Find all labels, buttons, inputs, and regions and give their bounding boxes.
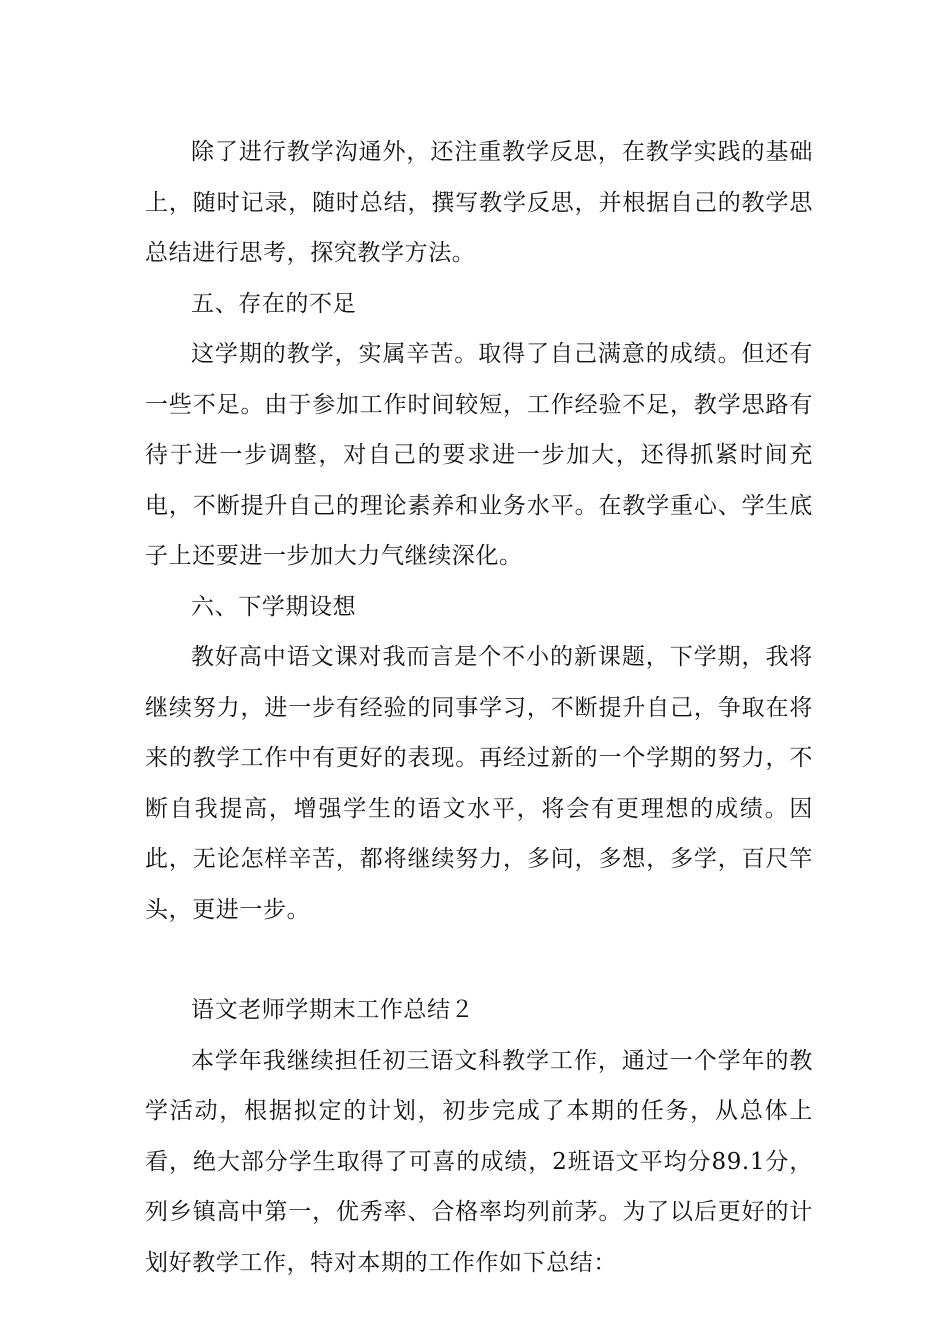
paragraph-intro-2: 本学年我继续担任初三语文科教学工作，通过一个学年的教学活动，根据拟定的计划，初步完成了本期的任务，从总体上看，绝大部分学生取得了可喜的成绩，2班语文平均分89.1分，列乡镇高中第一，优秀率、合格率均列前茅。为了以后更好的计划好教学工作，特对本期的工作作如下总结： (145, 1047, 813, 1276)
section-spacer (145, 935, 813, 985)
paragraph-shortcomings: 这学期的教学，实属辛苦。取得了自己满意的成绩。但还有一些不足。由于参加工作时间较短，工作经验不足，教学思路有待于进一步调整，对自己的要求进一步加大，还得抓紧时间充电，不断提升自己的理论素养和业务水平。在教学重心、学生底子上还要进一步加大力气继续深化。 (145, 341, 813, 569)
document-title-2: 语文老师学期末工作总结２ (191, 997, 475, 1023)
document-body (145, 127, 813, 1288)
section-heading-next-term: 六、下学期设想 (191, 593, 357, 620)
section-heading-shortcomings: 五、存在的不足 (191, 290, 357, 317)
paragraph-next-term: 教好高中语文课对我而言是个不小的新课题，下学期，我将继续努力，进一步有经验的同事学习，不断提升自己，争取在将来的教学工作中有更好的表现。再经过新的一个学期的努力，不断自我提高，增强学生的语文水平，将会有更理想的成绩。因此，无论怎样辛苦，都将继续努力，多问，多想，多学，百尺竿头，更进一步。 (145, 644, 813, 923)
paragraph-reflection: 除了进行教学沟通外，还注重教学反思，在教学实践的基础上，随时记录，随时总结，撰写教学反思，并根据自己的教学思总结进行思考，探究教学方法。 (145, 139, 813, 266)
